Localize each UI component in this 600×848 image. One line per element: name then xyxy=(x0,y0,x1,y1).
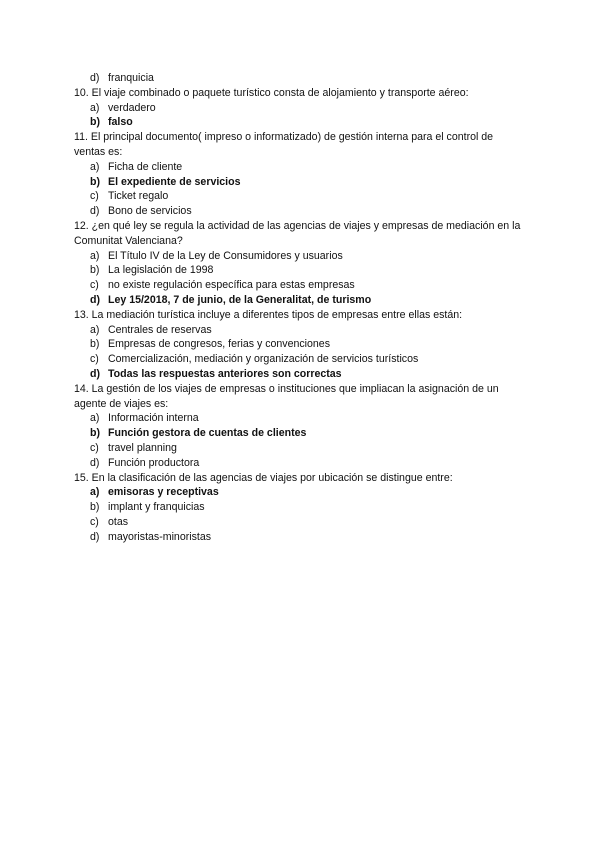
answer-option xyxy=(74,249,524,264)
answer-option xyxy=(74,160,524,175)
option-letter: c) xyxy=(90,279,99,292)
answer-option xyxy=(74,441,524,456)
option-letter: b) xyxy=(90,264,100,277)
option-text: Ficha de cliente xyxy=(108,160,183,173)
answer-option xyxy=(74,175,524,190)
question-14 xyxy=(74,382,524,471)
answer-option xyxy=(74,530,524,545)
option-text: falso xyxy=(108,116,133,129)
option-letter: a) xyxy=(90,323,100,336)
option-text: no existe regulación específica para estas empresas xyxy=(108,279,355,292)
question-text: 15. En la clasificación de las agencias de viajes por ubicación se distingue entre: xyxy=(74,471,453,484)
question-13 xyxy=(74,308,524,382)
answer-option xyxy=(74,456,524,471)
option-text: Bono de servicios xyxy=(108,205,192,218)
question-10 xyxy=(74,86,524,130)
answer-option xyxy=(74,411,524,426)
option-letter: d) xyxy=(90,293,100,306)
answer-option xyxy=(74,367,524,382)
answer-option xyxy=(74,263,524,278)
answer-option xyxy=(74,323,524,338)
option-text: Función gestora de cuentas de clientes xyxy=(108,427,307,440)
question-text: 12. ¿en qué ley se regula la actividad de las agencias de viajes y empresas de mediación en la Comunitat Valenciana? xyxy=(74,219,521,247)
option-letter: b) xyxy=(90,116,100,129)
quiz-content xyxy=(74,71,524,545)
option-letter: b) xyxy=(90,175,100,188)
option-letter: a) xyxy=(90,249,100,262)
option-text: otas xyxy=(108,515,129,528)
option-letter: c) xyxy=(90,515,99,528)
answer-option xyxy=(74,71,524,86)
question-12 xyxy=(74,219,524,308)
option-text: Función productora xyxy=(108,456,200,469)
answer-option xyxy=(74,515,524,530)
option-letter: c) xyxy=(90,353,99,366)
question-11 xyxy=(74,130,524,219)
option-text: franquicia xyxy=(108,72,154,84)
option-text: Información interna xyxy=(108,412,199,425)
answer-option xyxy=(74,189,524,204)
question-text: 11. El principal documento( impreso o informatizado) de gestión interna para el control de ventas es: xyxy=(74,131,494,158)
option-text: Comercialización, mediación y organización de servicios turísticos xyxy=(108,353,419,366)
option-letter: b) xyxy=(90,501,100,514)
option-text: travel planning xyxy=(108,441,177,454)
answer-option xyxy=(74,115,524,130)
option-text: El Título IV de la Ley de Consumidores y usuarios xyxy=(108,249,343,262)
answer-option xyxy=(74,204,524,219)
option-text: Todas las respuestas anteriores son correctas xyxy=(108,367,342,380)
option-letter: b) xyxy=(90,338,100,351)
answer-option xyxy=(74,485,524,500)
option-letter: a) xyxy=(90,486,100,499)
answer-option xyxy=(74,500,524,515)
answer-option xyxy=(74,278,524,293)
option-letter: a) xyxy=(90,160,100,173)
option-letter: a) xyxy=(90,101,100,114)
option-text: Empresas de congresos, ferias y convenciones xyxy=(108,338,330,351)
leading-options xyxy=(74,71,524,86)
option-text: Ticket regalo xyxy=(108,190,169,203)
option-text: La legislación de 1998 xyxy=(108,264,214,277)
answer-option xyxy=(74,293,524,308)
question-text: 14. La gestión de los viajes de empresas o instituciones que impliacan la asignación de un agente de viajes es: xyxy=(74,382,499,410)
option-letter: d) xyxy=(90,367,100,380)
option-letter: a) xyxy=(90,412,100,425)
answer-option xyxy=(74,426,524,441)
option-letter: d) xyxy=(90,205,100,218)
option-letter: c) xyxy=(90,441,99,454)
option-letter: d) xyxy=(90,72,100,84)
option-text: mayoristas-minoristas xyxy=(108,530,212,543)
option-text: implant y franquicias xyxy=(108,501,205,514)
question-15 xyxy=(74,471,524,545)
answer-option xyxy=(74,337,524,352)
answer-option xyxy=(74,352,524,367)
option-text: emisoras y receptivas xyxy=(108,486,219,499)
option-letter: c) xyxy=(90,190,99,203)
option-letter: b) xyxy=(90,427,100,440)
question-text: 10. El viaje combinado o paquete turístico consta de alojamiento y transporte aéreo: xyxy=(74,86,469,99)
option-text: Ley 15/2018, 7 de junio, de la Generalitat, de turismo xyxy=(108,293,372,306)
answer-option xyxy=(74,101,524,116)
question-text: 13. La mediación turística incluye a diferentes tipos de empresas entre ellas están: xyxy=(74,308,463,321)
option-letter: d) xyxy=(90,530,100,543)
option-text: Centrales de reservas xyxy=(108,323,212,336)
option-letter: d) xyxy=(90,456,100,469)
option-text: El expediente de servicios xyxy=(108,175,241,188)
option-text: verdadero xyxy=(108,101,156,114)
